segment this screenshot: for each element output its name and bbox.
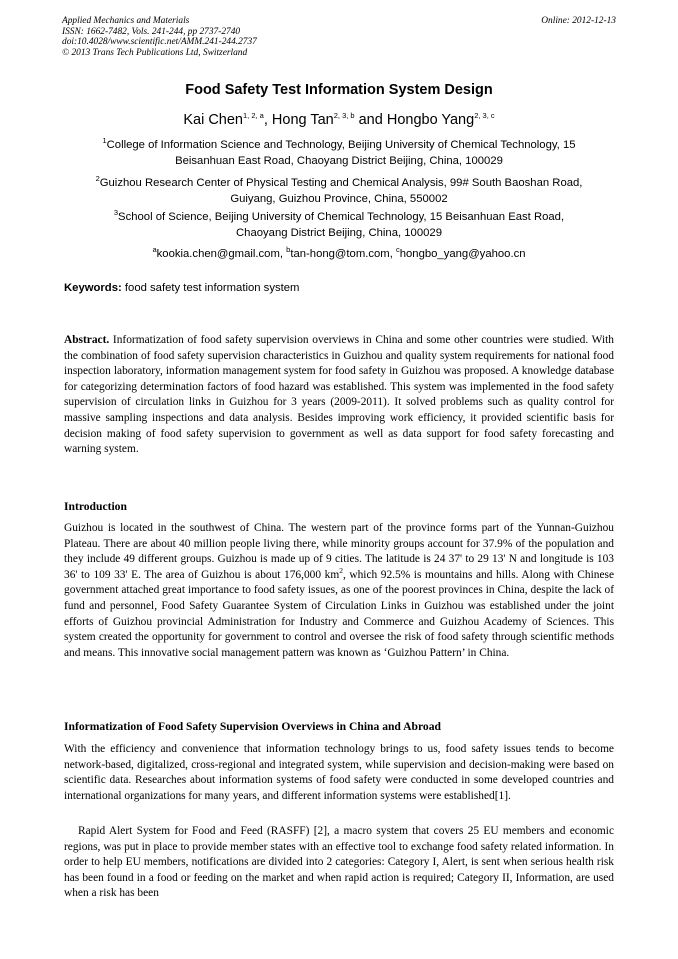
abstract-label: Abstract. bbox=[64, 334, 110, 346]
superscript: 2 bbox=[339, 565, 343, 575]
paper-title: Food Safety Test Information System Design bbox=[185, 82, 493, 98]
author-name: Kai Chen bbox=[183, 112, 243, 128]
affil-line: School of Science, Beijing University of Chemical Technology, 15 Beisanhuan East Road, bbox=[118, 211, 565, 223]
intro-text-rest: , which 92.5% is mountains and hills. Along with Chinese government attached great importance to food safety issues, as one of the poorest provinces in China, despite the lack of fund and personnel, Food Safety Guarantee System of Circulation Links in Guizhou was established under the joint efforts of Guizhou provincial Administration for Industry and Commerce and Guizhou Academy of Sciences. This system created the opportunity for government to control and oversee the risk of food safety through scientific methods and means. This innovative social management pattern was known as ‘Guizhou Pattern’ in China. bbox=[64, 568, 614, 659]
online-date: Online: 2012-12-13 bbox=[541, 16, 616, 26]
author-affil-sup: 2, 3, c bbox=[474, 111, 495, 121]
author-affil-sup: 2, 3, b bbox=[333, 111, 355, 121]
affil-line: College of Information Science and Technology, Beijing University of Chemical Technology, 15 bbox=[106, 139, 576, 151]
email-sup: a bbox=[152, 245, 157, 255]
affil-sup: 1 bbox=[102, 136, 107, 146]
affiliation-3 bbox=[62, 209, 616, 241]
keywords bbox=[64, 282, 299, 294]
affil-line: Chaoyang District Beijing, China, 100029 bbox=[236, 227, 442, 239]
keywords-text: food safety test information system bbox=[121, 282, 300, 294]
email-line bbox=[62, 246, 616, 262]
affil-sup: 3 bbox=[113, 208, 119, 218]
affiliation-1 bbox=[62, 137, 616, 169]
abstract bbox=[64, 333, 614, 458]
issn-line: ISSN: 1662-7482, Vols. 241-244, pp 2737-2740 bbox=[62, 26, 241, 37]
affil-line: Guiyang, Guizhou Province, China, 550002 bbox=[230, 193, 448, 205]
author-list bbox=[62, 112, 616, 128]
doi-line: doi:10.4028/www.scientific.net/AMM.241-244.2737 bbox=[62, 37, 257, 48]
affil-line: Beisanhuan East Road, Chaoyang District Beijing, China, 100029 bbox=[175, 155, 503, 167]
section2-paragraph-1: With the efficiency and convenience that information technology brings to us, food safety issues tends to become network-based, digitalized, cross-regional and integrated system, while supervision and decision-making were based on scientific data. Researches about information systems of food safety were conducted in some developed countries and international organizations for many years, and different information systems were established[1]. bbox=[64, 743, 614, 802]
author-name: Hong Tan bbox=[271, 112, 334, 128]
abstract-text: Informatization of food safety supervision overviews in China and some other countries were studied. With the combination of food safety supervision characteristics in Guizhou and quality system requirements for national food inspection laboratory, information management system for food safety in Guizhou was proposed. A knowledge database for categorizing determination factors of food hazard was established. This system was implemented in the food safety supervision of circulation links in Guizhou for 3 years (2009-2011). It solved problems such as quality control for massive sampling inspections and data analysis. Besides improving work efficiency, it provided scientific basis for decision making of food safety supervision to government as well as data support for food safety forecasting and warning system. bbox=[64, 334, 614, 456]
author-affil-sup: 1, 2, a bbox=[243, 111, 264, 121]
affil-line: Guizhou Research Center of Physical Testing and Chemical Analysis, 99# South Baoshan Road, bbox=[99, 177, 583, 189]
email-sup: b bbox=[286, 245, 291, 255]
email-sup: c bbox=[395, 245, 400, 255]
copyright-line: © 2013 Trans Tech Publications Ltd, Switzerland bbox=[62, 47, 248, 58]
author-name: Hongbo Yang bbox=[386, 112, 475, 128]
email-c: hongbo_yang@yahoo.cn bbox=[399, 248, 526, 260]
author-separator: and bbox=[354, 112, 387, 128]
journal-name: Applied Mechanics and Materials bbox=[62, 16, 190, 26]
email-b: tan-hong@tom.com, bbox=[290, 248, 396, 260]
journal-header bbox=[62, 16, 616, 58]
affiliation-2 bbox=[62, 175, 616, 207]
keywords-label: Keywords: bbox=[64, 282, 122, 294]
section-heading-informatization: Informatization of Food Safety Supervision Overviews in China and Abroad bbox=[64, 720, 441, 733]
intro-paragraph bbox=[64, 521, 614, 661]
email-a: kookia.chen@gmail.com, bbox=[156, 248, 287, 260]
intro-text: Guizhou is located in the southwest of China. The western part of the province forms part of the Yunnan-Guizhou Plateau. There are about 40 million people living there, while minority groups account for 37.9% of the population and they include 49 different groups. Guizhou is made up of 9 cities. The latitude is 24 37' to 29 13' N and longitude is 103 36' to 109 33' E. The area of Guizhou is about 176,000 km bbox=[64, 522, 614, 581]
section2-paragraph-2: Rapid Alert System for Food and Feed (RASFF) [2], a macro system that covers 25 EU members and economic regions, was put in place to provide member states with an effective tool to exchange food safety related information. In order to help EU members, notifications are divided into 2 categories: Category I, Alert, is sent when serious health risk has been found in a food or feeding on the market and when rapid action is required; Category II, Information, are used when a risk has been bbox=[64, 825, 614, 900]
section-heading-introduction: Introduction bbox=[64, 500, 127, 513]
author-separator: , bbox=[263, 112, 272, 128]
affil-sup: 2 bbox=[95, 174, 100, 184]
